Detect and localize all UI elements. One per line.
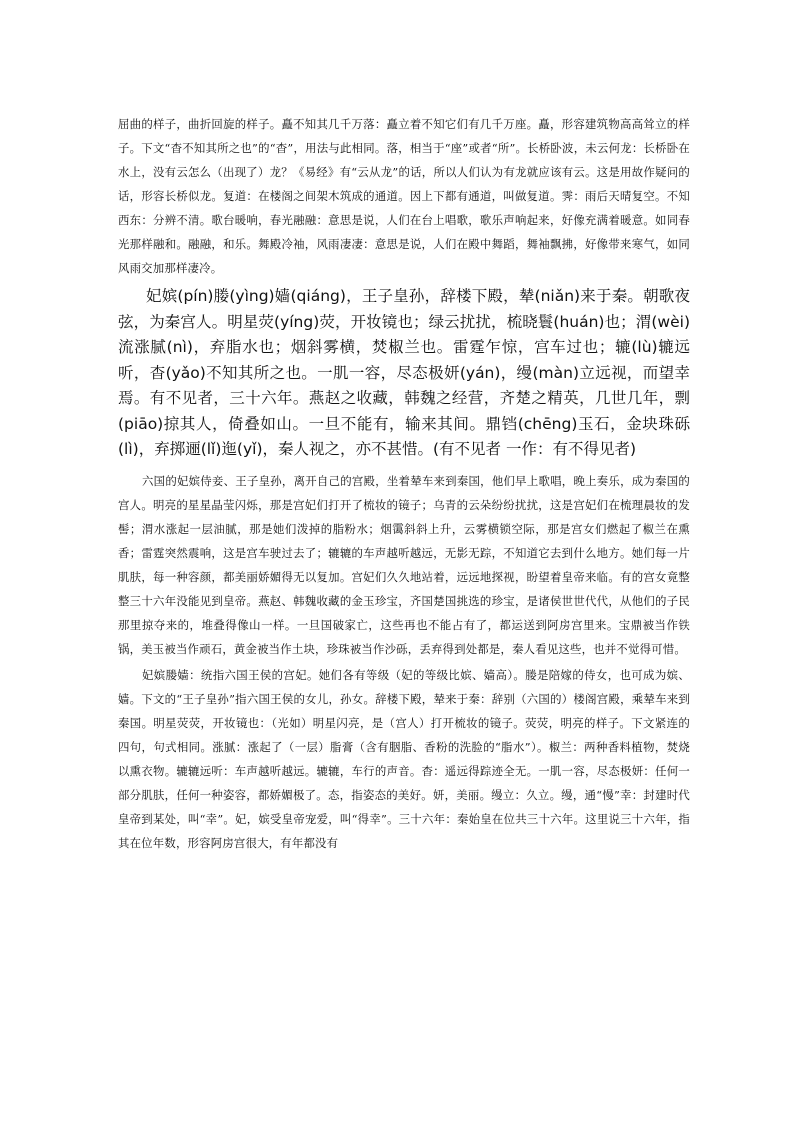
translation-paragraph: 六国的妃嫔侍妾、王子皇孙，离开自己的宫殿，坐着辇车来到秦国，他们早上歌唱，晚上奏乐，成为秦国的宫人。明亮的星星晶莹闪烁，那是宫妃们打开了梳妆的镜子；乌青的云朵纷纷扰扰，这是宫妃们在梳理晨妆的发髻；渭水涨起一层油腻，那是她们泼掉的脂粉水；烟霭斜斜上升，云雾横锁空际，那是宫女们燃起了椒兰在熏香；雷霆突然震响，这是宫车驶过去了；辘辘的车声越听越远，无影无踪，不知道它去到什么地方。她们每一片肌肤，每一种容颜，都美丽娇媚得无以复加。宫妃们久久地站着，远远地探视，盼望着皇帝来临。有的宫女竟整整三十六年没能见到皇帝。燕赵、韩魏收藏的金玉珍宝，齐国楚国挑选的珍宝，是诸侯世世代代，从他们的子民那里掠夺来的，堆叠得像山一样。一旦国破家亡，这些再也不能占有了，都运送到阿房宫里来。宝鼎被当作铁锅，美玉被当作顽石，黄金被当作土块，珍珠被当作沙砾，丢弃得到处都是，秦人看见这些，也并不觉得可惜。 (118, 473, 690, 656)
annotation-paragraph-2: 妃嫔媵嫱：统指六国王侯的宫妃。她们各有等级（妃的等级比嫔、嫱高）。媵是陪嫁的侍女，也可成为嫔、嫱。下文的“王子皇孙”指六国王侯的女儿，孙女。辞楼下殿，辇来于秦：辞别（六国的）楼阁宫殿，乘辇车来到秦国。明星荧荧，开妆镜也：（光如）明星闪亮，是（宫人）打开梳妆的镜子。荧荧，明亮的样子。下文紧连的四句，句式相同。涨腻：涨起了（一层）脂膏（含有胭脂、香粉的洗脸的“脂水”）。椒兰：两种香料植物，焚烧以熏衣物。辘辘远听：车声越听越远。辘辘，车行的声音。杳：遥远得踪迹全无。一肌一容，尽态极妍：任何一部分肌肤，任何一种姿容，都娇媚极了。态，指姿态的美好。妍，美丽。缦立：久立。缦，通“慢”幸：封建时代皇帝到某处，叫“幸”。妃，嫔受皇帝宠爱，叫“得幸”。三十六年：秦始皇在位共三十六年。这里说三十六年，指其在位年数，形容阿房宫很大，有年都没有 (118, 667, 690, 850)
document-page (118, 112, 690, 855)
classical-text-paragraph: 妃嫔(pín)媵(yìng)嫱(qiáng)，王子皇孙，辞楼下殿，辇(niǎn)来于秦。朝歌夜弦，为秦宫人。明星荧(yíng)荧，开妆镜也；绿云扰扰，梳晓鬟(huán)也；渭(wèi)流涨腻(nì)，弃脂水也；烟斜雾横，焚椒兰也。雷霆乍惊，宫车过也；辘(lù)辘远听，杳(yǎo)不知其所之也。一肌一容，尽态极妍(yán)，缦(màn)立远视，而望幸焉。有不见者，三十六年。燕赵之收藏，韩魏之经营，齐楚之精英，几世几年，剽(piāo)掠其人，倚叠如山。一旦不能有，输来其间。鼎铛(chēng)玉石，金块珠砾(lì)，弃掷逦(lǐ)迤(yǐ)，秦人视之，亦不甚惜。(有不见者 一作：有不得见者) (118, 287, 690, 458)
annotation-paragraph: 屈曲的样子，曲折回旋的样子。矗不知其几千万落：矗立着不知它们有几千万座。矗，形容建筑物高高耸立的样子。下文“杳不知其所之也”的“杳”，用法与此相同。落，相当于“座”或者“所”。长桥卧波，未云何龙：长桥卧在水上，没有云怎么（出现了）龙？《易经》有“云从龙”的话，所以人们认为有龙就应该有云。这是用故作疑问的话，形容长桥似龙。复道：在楼阁之间架木筑成的通道。因上下都有通道，叫做复道。霁：雨后天晴复空。不知西东：分辨不清。歌台暖响，春光融融：意思是说，人们在台上唱歌，歌乐声响起来，好像充满着暖意。如同春光那样融和。融融，和乐。舞殿冷袖，风雨凄凄：意思是说，人们在殿中舞蹈，舞袖飘拂，好像带来寒气，如同风雨交加那样凄冷。 (118, 117, 690, 275)
